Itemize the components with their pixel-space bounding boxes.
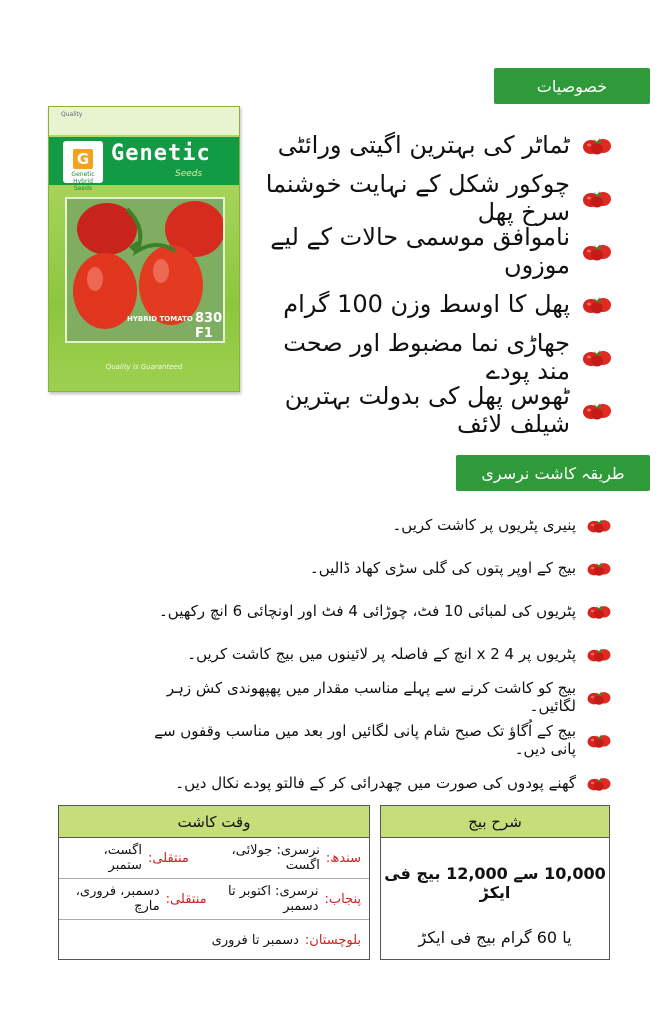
tomato-bullet-icon: [586, 731, 612, 749]
feature-text: ناموافق موسمی حالات کے لیے موزوں: [270, 222, 570, 279]
feature-item: [250, 330, 612, 383]
tomato-bullet-icon: [582, 134, 612, 156]
nursery-tab: [456, 455, 650, 491]
packet-brand: Genetic: [111, 141, 211, 166]
feature-item: [250, 224, 612, 277]
logo-letter: G: [73, 149, 93, 169]
transfer-label: منتقلی:: [147, 850, 189, 866]
feature-item: [250, 277, 612, 330]
nursery-step-text: پنیری پٹریوں پر کاشت کریں۔: [392, 515, 576, 534]
packet-top-note: Quality: [61, 111, 83, 118]
nursery-step-text: پٹریوں پر 4 x 2 انچ کے فاصلہ پر لائینوں میں بیج کاشت کریں۔: [187, 644, 576, 663]
nursery-step: [140, 761, 612, 804]
region-label: پنجاب:: [324, 891, 361, 907]
nursery-step-text: بیج کے اوپر پتوں کی گلی سڑی کھاد ڈالیں۔: [309, 558, 576, 577]
features-list: [250, 118, 612, 436]
transfer-period: دسمبر، فروری، مارچ: [75, 884, 160, 914]
seed-rate-line2: یا 60 گرام بیج فی ایکڑ: [418, 928, 572, 947]
seed-rate-title: شرح بیج: [381, 806, 609, 838]
region-label: بلوچستان:: [304, 933, 361, 948]
sowing-row-balochistan: [59, 920, 369, 961]
nursery-step: [140, 632, 612, 675]
nursery-step-text: گھنے پودوں کی صورت میں چھدرائی کر کے فالتو پودے نکال دیں۔: [175, 773, 576, 792]
seed-rate-line1: 10,000 سے 12,000 بیج فی ایکڑ: [384, 864, 606, 902]
sowing-row-punjab: [59, 879, 369, 920]
sowing-time-box: [58, 805, 370, 960]
logo-subtext: Genetic Hybrid Seeds: [71, 171, 95, 192]
nursery-period: نرسری: جولائی، اگست: [231, 843, 320, 873]
nursery-step-text: پٹریوں کی لمبائی 10 فٹ، چوڑائی 4 فٹ اور اونچائی 6 انچ رکھیں۔: [159, 601, 576, 620]
nursery-step: [140, 589, 612, 632]
feature-text: چوکور شکل کے نہایت خوشنما سرخ پھل: [265, 169, 570, 226]
tomato-bullet-icon: [586, 774, 612, 792]
sowing-time-title: وقت کاشت: [59, 806, 369, 838]
nursery-period: دسمبر تا فروری: [211, 933, 299, 948]
tomato-bullet-icon: [582, 187, 612, 209]
feature-text: ٹھوس پھل کی بدولت بہترین شیلف لائف: [284, 381, 570, 438]
nursery-steps-list: [140, 503, 612, 804]
packet-quality-text: Quality is Guaranteed: [105, 363, 183, 371]
packet-logo: [63, 141, 103, 192]
transfer-label: منتقلی:: [165, 891, 207, 907]
feature-item: [250, 118, 612, 171]
nursery-step: [140, 503, 612, 546]
nursery-period: نرسری: اکتوبر تا دسمبر: [227, 884, 319, 914]
tomato-bullet-icon: [582, 346, 612, 368]
feature-text: ٹماٹر کی بہترین اگیتی ورائٹی: [277, 130, 570, 159]
features-tab: [494, 68, 650, 104]
nursery-tab-label: طریقہ کاشت نرسری: [481, 463, 625, 483]
tomato-bullet-icon: [586, 645, 612, 663]
nursery-step-text: بیج کو کاشت کرنے سے پہلے مناسب مقدار میں پھپھوندی کش زہر لگائیں۔: [166, 678, 576, 715]
seed-packet-image: [48, 106, 240, 392]
packet-brand-sub: Seeds: [175, 169, 203, 179]
tomato-bullet-icon: [582, 293, 612, 315]
tomato-bullet-icon: [582, 240, 612, 262]
packet-variety: HYBRID TOMATO: [127, 315, 193, 323]
packet-top-strip: [49, 107, 239, 135]
feature-item: [250, 383, 612, 436]
tomato-bullet-icon: [586, 559, 612, 577]
packet-variety-number: 830 F1: [195, 311, 223, 341]
nursery-step: [140, 718, 612, 761]
sowing-row-sindh: [59, 838, 369, 879]
tomato-bullet-icon: [582, 399, 612, 421]
features-tab-label: خصوصیات: [536, 76, 608, 96]
feature-text: جھاڑی نما مضبوط اور صحت مند پودے: [283, 328, 570, 385]
tomato-bullet-icon: [586, 516, 612, 534]
feature-text: پھل کا اوسط وزن 100 گرام: [283, 289, 570, 318]
feature-item: [250, 171, 612, 224]
tomato-bullet-icon: [586, 688, 612, 706]
nursery-step: [140, 675, 612, 718]
transfer-period: اگست، ستمبر: [103, 843, 142, 873]
seed-rate-box: [380, 805, 610, 960]
region-label: سندھ:: [325, 850, 361, 866]
nursery-step-text: بیج کے اُگاؤ تک صبح شام پانی لگائیں اور بعد میں مناسب وقفوں سے پانی دیں۔: [154, 721, 576, 758]
tomato-bullet-icon: [586, 602, 612, 620]
nursery-step: [140, 546, 612, 589]
